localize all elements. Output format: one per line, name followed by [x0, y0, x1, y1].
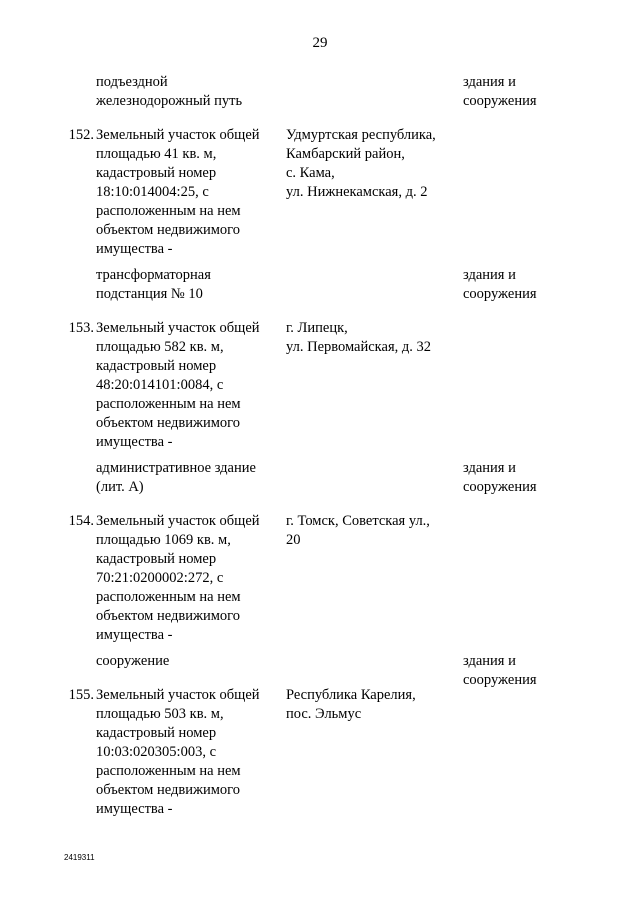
- entry-description-line: железнодорожный путь: [96, 93, 243, 109]
- entry-category-line: сооружения: [463, 479, 537, 495]
- entry-description-line: подъездной: [96, 74, 168, 90]
- entry-address-line: Камбарский район,: [286, 146, 405, 162]
- entry-description-line: расположенным на нем: [96, 203, 241, 219]
- entry-description-line: имущества -: [96, 627, 173, 643]
- entry-description-line: 70:21:0200002:272, с: [96, 570, 224, 586]
- entry-description: [96, 512, 276, 645]
- entry-description-line: Земельный участок общей: [96, 687, 260, 703]
- entry-description-line: площадью 41 кв. м,: [96, 146, 217, 162]
- entry-category-line: здания и: [463, 653, 516, 669]
- entry-description-line: объектом недвижимого: [96, 222, 241, 238]
- entry-address-line: Удмуртская республика,: [286, 127, 436, 143]
- entry-category: [463, 73, 583, 111]
- entry-address: [286, 686, 456, 724]
- entry-category-line: сооружения: [463, 672, 537, 688]
- entry-description-line: объектом недвижимого: [96, 415, 241, 431]
- entry-category-line: сооружения: [463, 286, 537, 302]
- entry-description-line: сооружение: [96, 653, 170, 669]
- entry-number: 154.: [68, 513, 94, 529]
- entry-address: [286, 319, 456, 357]
- entry-description-line: имущества -: [96, 801, 173, 817]
- entry-number: 153.: [68, 320, 94, 336]
- entry-description-line: трансформаторная: [96, 267, 211, 283]
- entry-number: 152.: [68, 127, 94, 143]
- entry-description-line: кадастровый номер: [96, 551, 217, 567]
- entry-category: [463, 459, 583, 497]
- entry-description-line: кадастровый номер: [96, 358, 217, 374]
- entry-description-line: Земельный участок общей: [96, 513, 260, 529]
- entry-description-line: кадастровый номер: [96, 725, 217, 741]
- entry-address-line: 20: [286, 532, 301, 548]
- entry-address-line: г. Томск, Советская ул.,: [286, 513, 430, 529]
- entry-address-line: с. Кама,: [286, 165, 335, 181]
- entry-description: [96, 73, 276, 111]
- entry-description-line: 18:10:014004:25, с: [96, 184, 209, 200]
- entry-description-line: кадастровый номер: [96, 165, 217, 181]
- entry-address-line: пос. Эльмус: [286, 706, 362, 722]
- entry-category: [463, 652, 583, 690]
- entry-description-line: объектом недвижимого: [96, 782, 241, 798]
- entry-description-line: Земельный участок общей: [96, 320, 260, 336]
- entry-address-line: ул. Первомайская, д. 32: [286, 339, 431, 355]
- entry-description-line: (лит. А): [96, 479, 144, 495]
- entry-description-line: расположенным на нем: [96, 763, 241, 779]
- document-code: 2419311: [64, 853, 95, 862]
- entry-description-line: имущества -: [96, 434, 173, 450]
- entry-description-line: расположенным на нем: [96, 396, 241, 412]
- entry-description-line: расположенным на нем: [96, 589, 241, 605]
- entry-description-line: имущества -: [96, 241, 173, 257]
- entry-description-line: объектом недвижимого: [96, 608, 241, 624]
- entry-description-line: Земельный участок общей: [96, 127, 260, 143]
- entry-number: 155.: [68, 687, 94, 703]
- entry-description-line: площадью 582 кв. м,: [96, 339, 224, 355]
- entry-address: [286, 126, 456, 202]
- entry-category-line: здания и: [463, 74, 516, 90]
- entry-description-line: 10:03:020305:003, с: [96, 744, 217, 760]
- entry-address-line: Республика Карелия,: [286, 687, 416, 703]
- entry-address: [286, 512, 456, 550]
- entry-description-line: площадью 503 кв. м,: [96, 706, 224, 722]
- entry-description: [96, 266, 276, 304]
- entry-description: [96, 652, 276, 671]
- entry-description: [96, 319, 276, 452]
- entry-category-line: здания и: [463, 460, 516, 476]
- entry-description-line: подстанция № 10: [96, 286, 203, 302]
- entry-description: [96, 459, 276, 497]
- entry-description-line: площадью 1069 кв. м,: [96, 532, 231, 548]
- entry-description-line: административное здание: [96, 460, 256, 476]
- entry-category-line: здания и: [463, 267, 516, 283]
- entry-address-line: г. Липецк,: [286, 320, 348, 336]
- page-number: 29: [312, 35, 328, 51]
- entry-category: [463, 266, 583, 304]
- entry-description-line: 48:20:014101:0084, с: [96, 377, 224, 393]
- entry-category-line: сооружения: [463, 93, 537, 109]
- entry-description: [96, 686, 276, 819]
- entry-description: [96, 126, 276, 259]
- entry-address-line: ул. Нижнекамская, д. 2: [286, 184, 428, 200]
